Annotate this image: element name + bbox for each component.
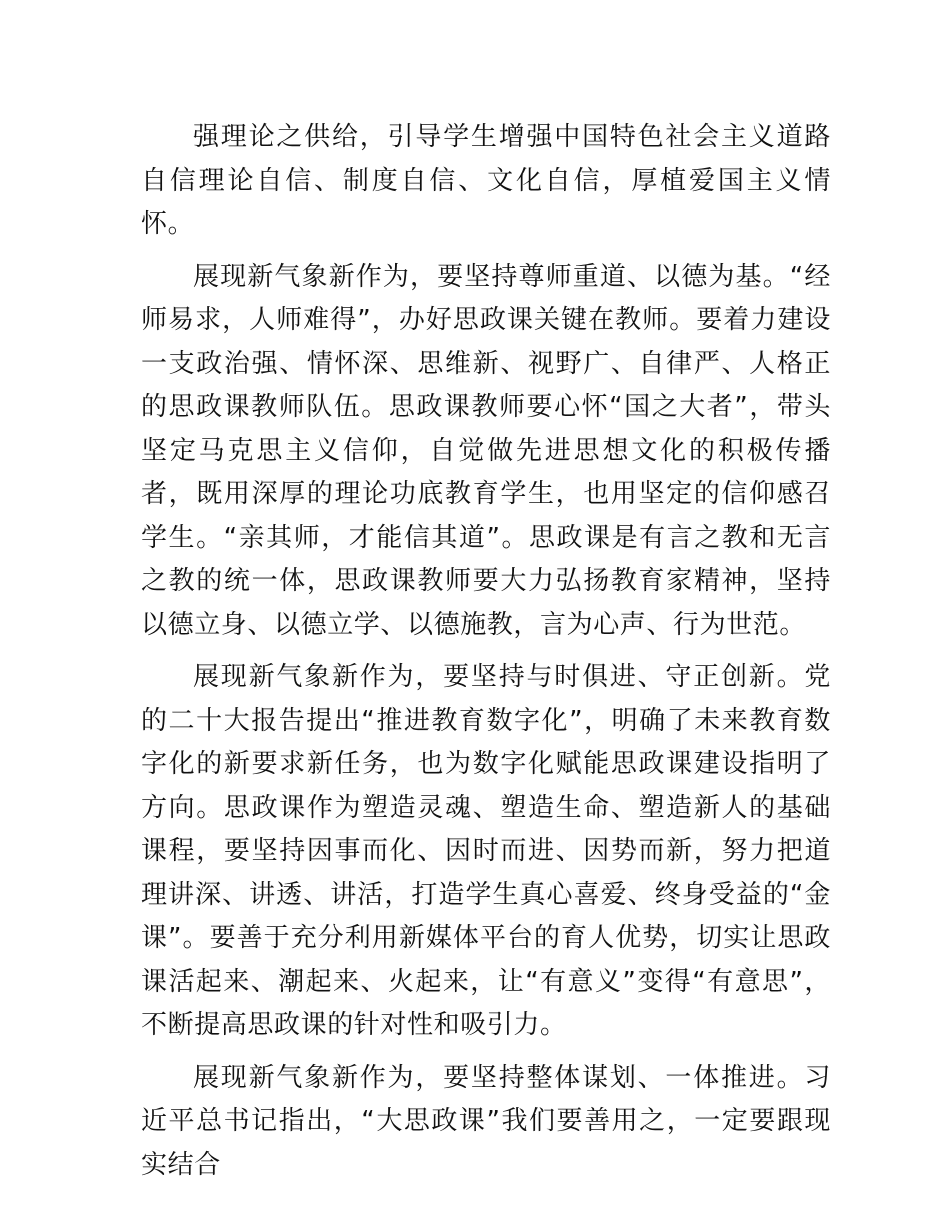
paragraph-2: 展现新气象新作为，要坚持尊师重道、以德为基。“经师易求，人师难得”，办好思政课关键在教师。要着力建设一支政治强、情怀深、思维新、视野广、自律严、人格正的思政课教师队伍。思政课教师要心怀“国之大者”，带头坚定马克思主义信仰，自觉做先进思想文化的积极传播者，既用深厚的理论功底教育学生，也用坚定的信仰感召学生。“亲其师，才能信其道”。思政课是有言之教和无言之教的统一体，思政课教师要大力弘扬教育家精神，坚持以德立身、以德立学、以德施教，言为心声、行为世范。	[141, 261, 831, 640]
document-body	[141, 116, 831, 1196]
paragraph-4: 展现新气象新作为，要坚持整体谋划、一体推进。习近平总书记指出，“大思政课”我们要善用之，一定要跟现实结合	[141, 1062, 831, 1180]
paragraph-1: 强理论之供给，引导学生增强中国特色社会主义道路自信理论自信、制度自信、文化自信，厚植爱国主义情怀。	[141, 122, 831, 239]
paragraph-3: 展现新气象新作为，要坚持与时俱进、守正创新。党的二十大报告提出“推进教育数字化”，明确了未来教育数字化的新要求新任务，也为数字化赋能思政课建设指明了方向。思政课作为塑造灵魂、塑造生命、塑造新人的基础课程，要坚持因事而化、因时而进、因势而新，努力把道理讲深、讲透、讲活，打造学生真心喜爱、终身受益的“金课”。要善于充分利用新媒体平台的育人优势，切实让思政课活起来、潮起来、火起来，让“有意义”变得“有意思”，不断提高思政课的针对性和吸引力。	[141, 662, 831, 1040]
